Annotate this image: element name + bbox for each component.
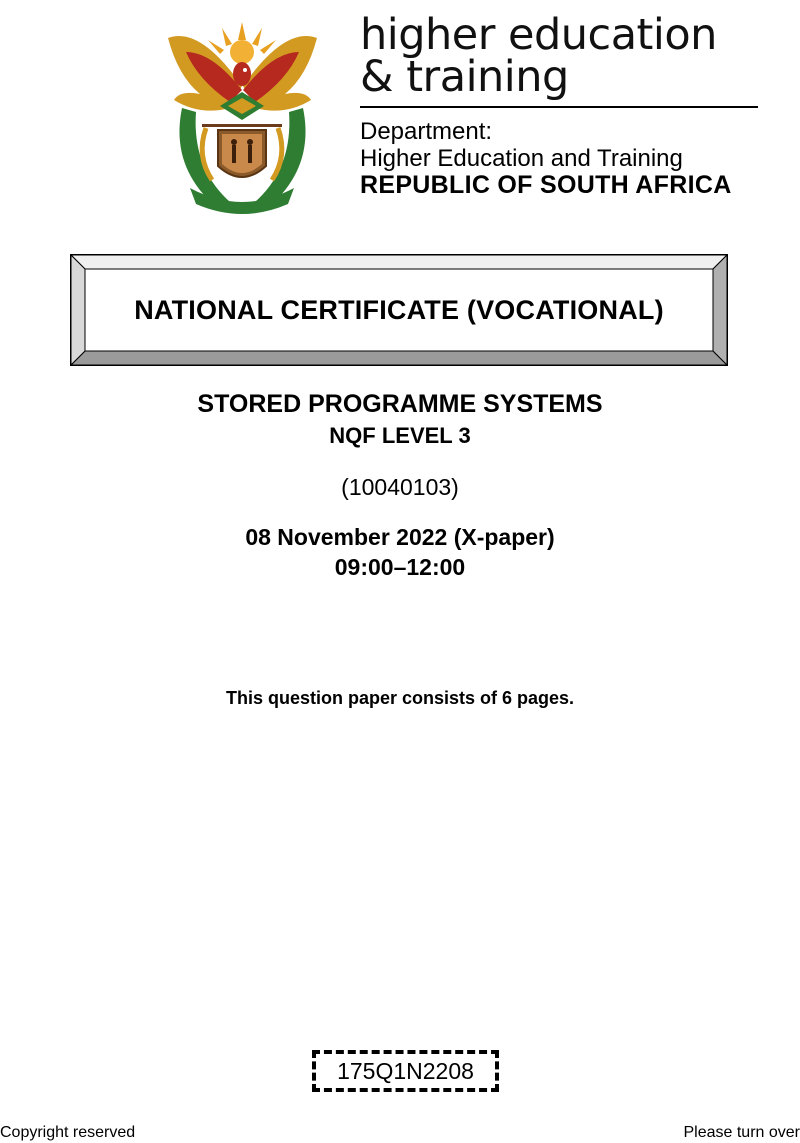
- brand-line-1: higher education: [360, 10, 717, 60]
- department-name: Higher Education and Training: [360, 145, 683, 172]
- coat-of-arms-icon: [160, 16, 325, 216]
- exam-date: 08 November 2022 (X-paper): [245, 524, 555, 550]
- certificate-title: NATIONAL CERTIFICATE (VOCATIONAL): [86, 270, 712, 350]
- copyright-notice: Copyright reserved: [0, 1124, 136, 1141]
- paper-code: 175Q1N2208: [337, 1057, 474, 1084]
- header-divider: [360, 106, 758, 108]
- paper-code-box: [312, 1050, 499, 1092]
- subject-code: (10040103): [341, 474, 459, 500]
- title-frame: [70, 254, 728, 366]
- nqf-level: NQF LEVEL 3: [329, 423, 471, 448]
- brand-line-2: & training: [360, 52, 569, 102]
- brand-wordmark: [360, 10, 780, 102]
- exam-time: 09:00–12:00: [334, 554, 466, 580]
- department-label: Department:: [360, 118, 493, 145]
- page-count-note: This question paper consists of 6 pages.: [225, 688, 575, 708]
- subject-title: STORED PROGRAMME SYSTEMS: [197, 390, 603, 418]
- turn-over-notice: Please turn over: [683, 1124, 800, 1141]
- department-block: [360, 118, 780, 199]
- country-name: REPUBLIC OF SOUTH AFRICA: [360, 171, 732, 199]
